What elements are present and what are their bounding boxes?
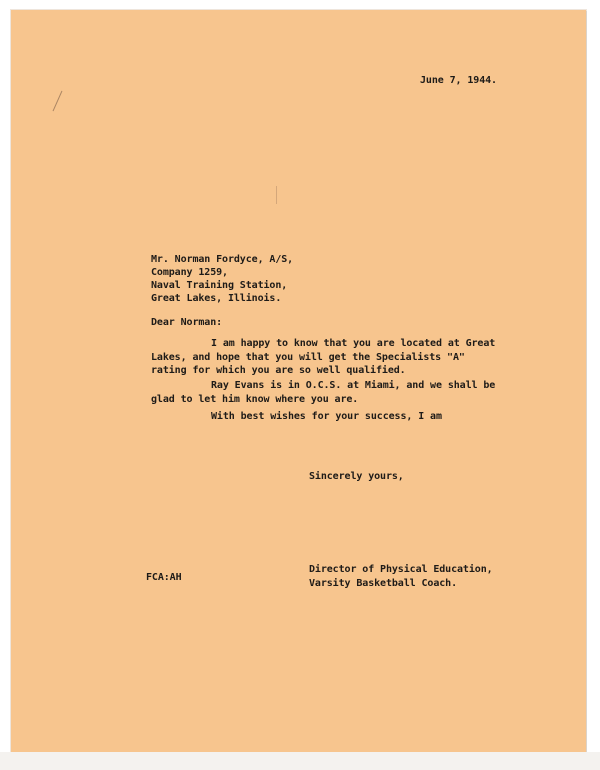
signature-title-line-2: Varsity Basketball Coach. bbox=[309, 578, 458, 589]
paragraph-1-line-3: rating for which you are so well qualified. bbox=[151, 365, 406, 376]
reference-initials: FCA:AH bbox=[146, 572, 182, 583]
closing: Sincerely yours, bbox=[309, 471, 404, 482]
salutation: Dear Norman: bbox=[151, 317, 223, 328]
letter-date: June 7, 1944. bbox=[420, 75, 497, 86]
small-paper-mark bbox=[276, 186, 277, 204]
signature-title-line-1: Director of Physical Education, bbox=[309, 564, 493, 575]
paragraph-1-line-2: Lakes, and hope that you will get the Specialists "A" bbox=[151, 352, 465, 363]
paragraph-2-line-1: Ray Evans is in O.C.S. at Miami, and we shall be bbox=[211, 380, 496, 391]
paragraph-3: With best wishes for your success, I am bbox=[211, 411, 442, 422]
pencil-mark bbox=[53, 91, 63, 112]
paragraph-1-line-1: I am happy to know that you are located at Great bbox=[211, 338, 496, 349]
recipient-name: Mr. Norman Fordyce, A/S, bbox=[151, 254, 294, 265]
recipient-company: Company 1259, bbox=[151, 267, 228, 278]
scan-bottom-margin bbox=[0, 752, 600, 770]
recipient-station: Naval Training Station, bbox=[151, 280, 288, 291]
letter-page bbox=[11, 10, 586, 752]
recipient-city: Great Lakes, Illinois. bbox=[151, 293, 282, 304]
paragraph-2-line-2: glad to let him know where you are. bbox=[151, 394, 359, 405]
